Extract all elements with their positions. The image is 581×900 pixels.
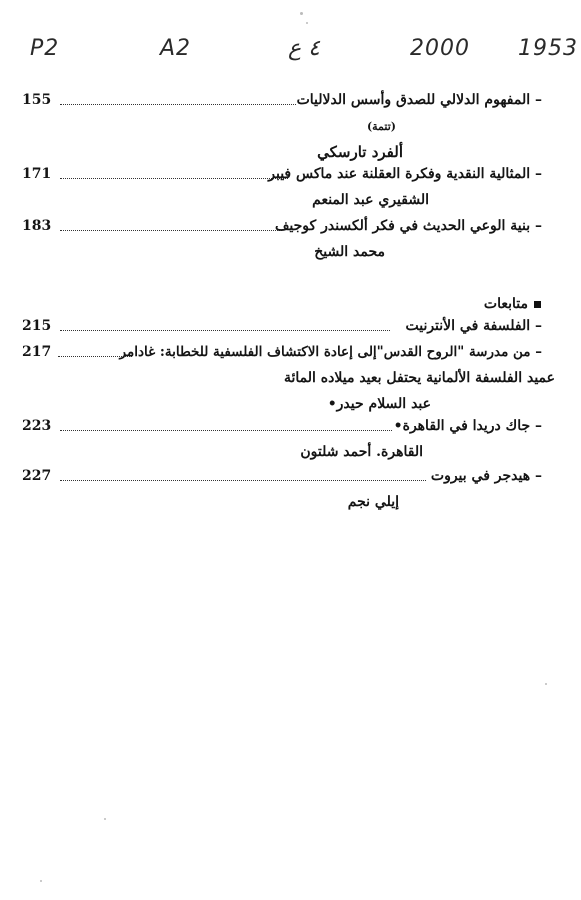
scan-speck xyxy=(300,12,303,15)
scan-speck xyxy=(104,818,106,820)
handwritten-mark-p2: P2 xyxy=(30,36,60,61)
scan-speck xyxy=(40,880,42,882)
entry-title: – المثالية النقدية وفكرة العقلنة عند ماكس فيبر xyxy=(268,166,542,182)
scan-speck xyxy=(545,683,547,685)
entry-title: – من مدرسة "الروح القدس"إلى إعادة الاكتشاف الفلسفية للخطابة: غادامر xyxy=(119,344,542,360)
page-number: 223 xyxy=(22,418,52,434)
toc-entry[interactable] xyxy=(22,166,542,186)
page-number: 227 xyxy=(22,468,52,484)
page-number: 171 xyxy=(22,166,52,182)
toc-entry[interactable] xyxy=(22,418,542,438)
entry-continuation: عميد الفلسفة الألمانية يحتفل بعيد ميلاده المائة xyxy=(284,370,555,386)
entry-title: – بنية الوعي الحديث في فكر ألكسندر كوجيف xyxy=(274,218,542,234)
page-number: 217 xyxy=(22,344,52,360)
entry-note: (تتمة) xyxy=(366,120,396,133)
entry-author: محمد الشيخ xyxy=(314,244,385,260)
dot-leader xyxy=(60,330,390,331)
square-bullet-icon xyxy=(534,301,541,308)
handwritten-mark-a2: A2 xyxy=(160,36,192,61)
toc-entry[interactable] xyxy=(22,318,542,338)
toc-entry[interactable] xyxy=(22,344,542,364)
entry-author: عبد السلام حيدر• xyxy=(327,396,431,412)
page-number: 183 xyxy=(22,218,52,234)
entry-title: – هيدجر في بيروت xyxy=(430,468,542,484)
handwritten-mark-arabic: ٤ ع xyxy=(288,36,320,61)
dot-leader xyxy=(60,430,392,431)
dot-leader xyxy=(60,230,282,231)
entry-author: الشقيري عبد المنعم xyxy=(312,192,429,208)
toc-entry[interactable] xyxy=(22,218,542,238)
toc-entry[interactable] xyxy=(22,468,542,488)
entry-title: – جاك دريدا في القاهرة• xyxy=(393,418,542,434)
entry-author: إيلي نجم xyxy=(347,494,399,510)
entry-title: – الفلسفة في الأنترنيت xyxy=(405,318,542,334)
entry-title: – المفهوم الدلالي للصدق وأسس الدلاليات xyxy=(296,92,542,108)
entry-author: ألفرد تارسكي xyxy=(317,143,403,161)
handwritten-mark-1953: 1953 xyxy=(518,36,578,61)
entry-author: القاهرة. أحمد شلتون xyxy=(300,444,423,460)
page-number: 155 xyxy=(22,92,52,108)
scan-speck xyxy=(306,22,308,24)
dot-leader xyxy=(60,104,296,105)
toc-entry[interactable] xyxy=(22,92,542,112)
handwritten-mark-2000: 2000 xyxy=(410,36,470,61)
section-title: متابعات xyxy=(483,296,528,312)
page-number: 215 xyxy=(22,318,52,334)
section-heading xyxy=(484,296,541,312)
dot-leader xyxy=(60,480,426,481)
dot-leader xyxy=(60,178,288,179)
